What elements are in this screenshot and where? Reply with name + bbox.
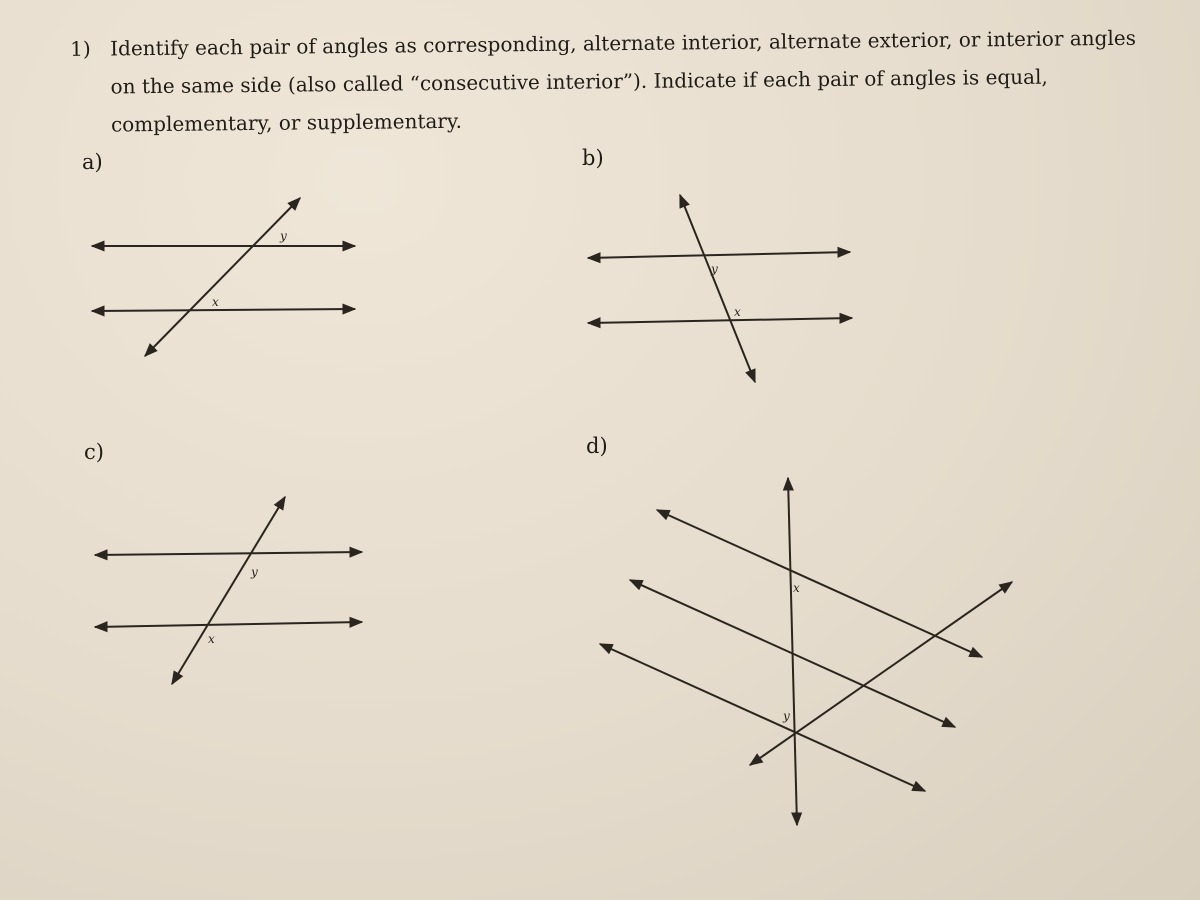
figure-d <box>600 478 1012 825</box>
figure-c-parallel-line-top <box>95 552 362 555</box>
figure-a-parallel-line-bottom <box>92 309 355 311</box>
part-a-label: a) <box>82 150 103 174</box>
figure-d-parallel-line-3 <box>600 644 925 791</box>
figure-a <box>92 198 355 356</box>
figure-b-angle-y: y <box>711 262 718 276</box>
figure-b-angle-x: x <box>734 305 741 319</box>
figure-d-diagonal-transversal <box>750 582 1012 765</box>
figure-b <box>588 195 852 382</box>
question-number: 1) <box>70 36 91 61</box>
figure-a-angle-x: x <box>212 295 219 309</box>
figure-d-angle-x: x <box>793 581 800 595</box>
figure-d-parallel-line-2 <box>630 580 955 727</box>
figure-d-angle-y: y <box>783 709 790 723</box>
figure-b-parallel-line-bottom <box>588 318 852 323</box>
figure-a-transversal <box>145 198 300 356</box>
figure-b-transversal <box>680 195 755 382</box>
figure-c-angle-y: y <box>251 565 258 579</box>
part-b-label: b) <box>582 146 604 170</box>
part-c-label: c) <box>84 440 104 464</box>
figure-d-parallel-line-1 <box>657 510 982 657</box>
figure-c-angle-x: x <box>208 632 215 646</box>
figure-c-parallel-line-bottom <box>95 622 362 627</box>
figure-b-parallel-line-top <box>588 252 850 258</box>
figure-c-transversal <box>172 497 285 684</box>
part-d-label: d) <box>586 434 608 458</box>
figure-a-angle-y: y <box>280 229 287 243</box>
question-text: Identify each pair of angles as corresponding, alternate interior, alternate exterior, or interior angles on the same side (also called “consecutive interior”). Indicate if each pair of angles is equal, complementary, or supplementary. <box>110 25 1137 137</box>
figure-c <box>95 497 362 684</box>
